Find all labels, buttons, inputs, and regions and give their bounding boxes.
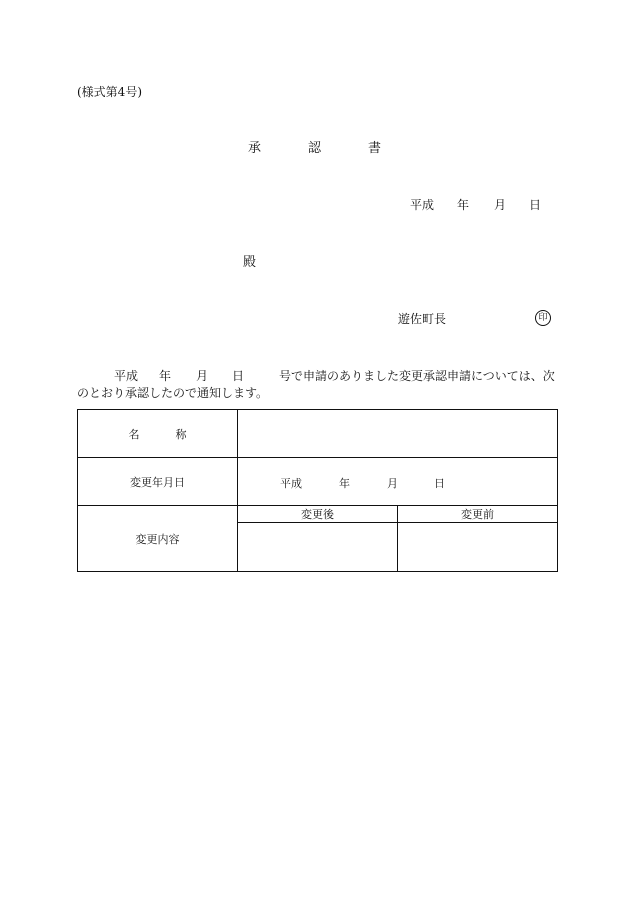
app-date-day: 日 [232,369,245,383]
before-header-cell: 変更前 [398,506,558,523]
change-date-day: 日 [434,477,445,490]
change-date-label-cell: 変更年月日 [78,458,238,506]
change-date-era: 平成 [280,477,302,490]
table-row-name [78,410,558,458]
issue-date-year: 年 [457,198,470,212]
app-date-era: 平成 [114,369,139,383]
change-date-value-cell [238,458,558,506]
body-text-line1: 号で申請のありました変更承認申請については、次 [279,369,555,383]
app-date-month: 月 [196,369,209,383]
before-value-cell [398,523,558,572]
title-char-3: 書 [368,141,382,156]
change-date-month: 月 [387,477,398,490]
seal-mark: 印 [535,310,551,326]
form-number: (様式第4号) [77,85,142,99]
name-label-cell [78,410,238,458]
name-label-char-2: 称 [175,427,187,441]
title-char-1: 承 [248,141,262,156]
issue-date-day: 日 [529,198,542,212]
issue-date-month: 月 [494,198,507,212]
name-label-char-1: 名 [128,427,140,441]
name-value-cell [238,410,558,458]
addressee-honorific: 殿 [243,255,257,270]
after-header-cell: 変更後 [238,506,398,523]
detail-table [77,409,558,572]
content-label-cell: 変更内容 [78,506,238,572]
issuer-title: 遊佐町長 [398,312,447,326]
title-char-2: 認 [308,141,322,156]
app-date-year: 年 [159,369,172,383]
after-value-cell [238,523,398,572]
change-date-year: 年 [339,477,350,490]
table-row-change-date [78,458,558,506]
table-row-content-header [78,506,558,523]
body-text-line2: のとおり承認したので通知します。 [77,386,269,400]
issue-date-era: 平成 [410,198,435,212]
